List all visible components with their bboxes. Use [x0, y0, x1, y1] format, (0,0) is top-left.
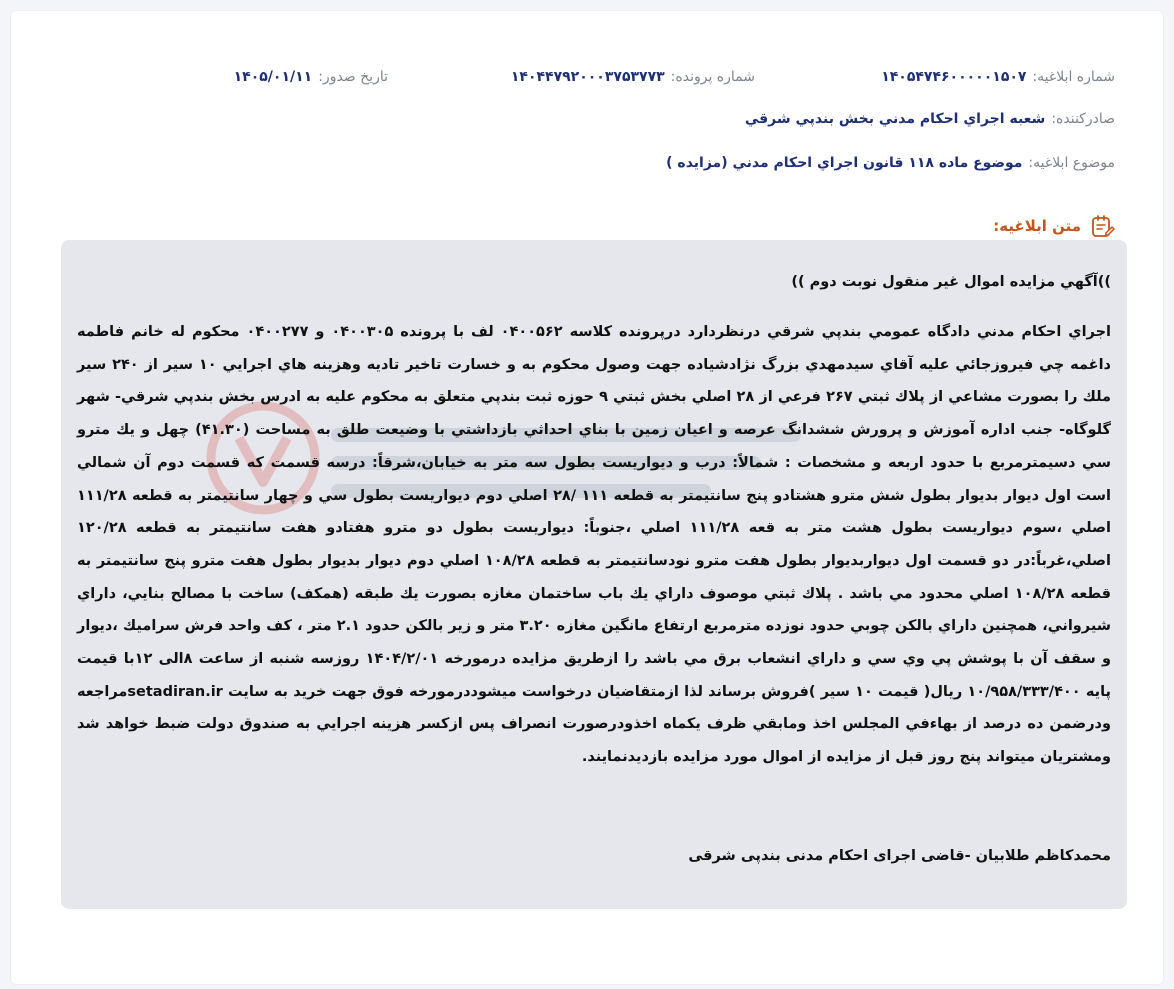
notice-number-value: ۱۴۰۵۴۷۴۶۰۰۰۰۰۱۵۰۷	[881, 69, 1027, 85]
subject-row	[666, 155, 1115, 171]
notice-card	[10, 10, 1164, 985]
notice-paragraph	[77, 316, 1111, 774]
notice-number	[881, 69, 1115, 85]
case-number-label: شماره پرونده:	[670, 69, 755, 85]
notice-body	[61, 240, 1127, 909]
issue-date	[234, 69, 388, 85]
section-title: متن ابلاغیه:	[993, 217, 1081, 235]
case-number-value: ۱۴۰۴۴۷۹۲۰۰۰۳۷۵۳۷۷۳	[510, 69, 665, 85]
subject-value: موضوع ماده ۱۱۸ قانون اجراي احكام مدني (مزايده )	[666, 155, 1023, 171]
issuer-label: صادرکننده:	[1051, 111, 1115, 127]
section-header	[993, 213, 1115, 239]
notice-heading: ))آگهي مزايده اموال غير منقول نوبت دوم ))	[791, 274, 1111, 290]
issuer-value: شعبه اجراي احكام مدني بخش بندپي شرقي	[744, 111, 1046, 127]
notice-number-label: شماره ابلاغیه:	[1032, 69, 1115, 85]
judge-signature: محمدکاظم طلابیان -قاضی اجرای احکام مدنی بندپی شرقی	[688, 848, 1111, 864]
issue-date-value: ۱۴۰۵/۰۱/۱۱	[233, 69, 313, 85]
issue-date-label: تاریخ صدور:	[318, 69, 388, 85]
subject-label: موضوع ابلاغیه:	[1028, 155, 1115, 171]
note-icon	[1089, 213, 1115, 239]
issuer-row	[745, 111, 1115, 127]
case-number	[511, 69, 755, 85]
notice-paragraph-text: اجراي احكام مدني دادگاه عمومي بندپي شرقي درنظردارد درپرونده كلاسه ۰۴۰۰۵۶۲ لف با پرونده ۰۴۰۰۳۰۵ و ۰۴۰۰۲۷۷ محكوم له خانم فاطمه داغمه چي فيروزجائي عليه آقاي سيدمهدي بزرگ نژادشياده جهت وصول محكوم به و خسارت تاخير تاديه وهزينه هاي اجرايي ۱۰ سير از ۲۴۰ سير ملك را بصورت مشاعي از پلاك ثبتي ۲۶۷ فرعي از ۲۸ اصلي بخش ثبتي ۹ حوزه ثبت بندپي متعلق به محكوم عليه به ادرس بخش بندپي شرقي- شهر گلوگاه- جنب اداره آموزش و پرورش ششدانگ عرصه و اعيان زمين با بناي احداثي بازداشتي با وضيعت طلق به مساحت (۴۱.۳۰) چهل و يك مترو سي دسيمترمربع با حدود اربعه و مشخصات : شمالاً: درب و ديواريست بطول سه متر به خيابان،شرقاً: درسه قسمت كه قسمت دوم آن شمالي است اول ديوار بديوار بطول شش مترو هشتادو پنج سانتيمتر به قطعه ۱۱۱ /۲۸ اصلي دوم ديواريست بطول سي و چهار سانتيمتر به قطعه ۱۱۱/۲۸ اصلي ،سوم ديواريست بطول هشت متر به قعه ۱۱۱/۲۸ اصلي ،جنوباً: ديواريست بطول دو مترو هفتادو هفت سانتيمتر به قطعه ۱۲۰/۲۸ اصلي،غرباً:در دو قسمت اول ديواربديوار بطول هفت مترو نودسانتيمتر به قطعه ۱۰۸/۲۸ اصلي دوم ديوار بديوار بطول هفت مترو پنج سانتيمتر به قطعه ۱۰۸/۲۸ اصلي محدود مي باشد . پلاك ثبتي موصوف داراي يك باب ساختمان مغازه بصورت يك طبقه (همكف) ساخت با مصالح بنايي، داراي شيرواني، همچنين داراي بالكن چوبي حدود نوزده مترمربع ارتفاع مانگين مغازه ۳.۲۰ متر و زير بالكن حدود ۲.۱ متر ، كف واحد فرش سراميك ،ديوار و سقف آن با پوشش پي وي سي و داراي انشعاب برق مي باشد را ازطريق مزايده درمورخه ۱۴۰۴/۲/۰۱ روزسه شنبه از ساعت ۸الی ۱۲با قيمت پايه ۱۰/۹۵۸/۳۳۳/۴۰۰ ريال( قيمت ۱۰ سير )فروش برساند لذا ازمتقاضيان درخواست ميشوددرمورخه فوق جهت خريد به سايت setadiran.irمراجعه ودرضمن ده درصد از بهاءفي المجلس اخذ ومابقي ظرف يكماه اخذودرصورت انصراف پس ازكسر هزينه اجرايي به صندوق دولت ضبط خواهد شد ومشتريان ميتواند پنج روز قبل از مزايده از اموال مورد مزايده بازديدنمايند.	[77, 324, 1112, 766]
